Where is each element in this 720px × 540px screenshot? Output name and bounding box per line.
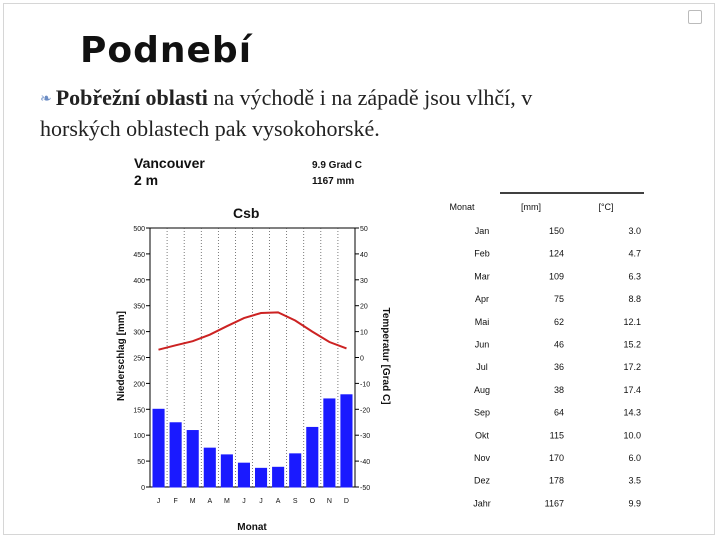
bullet-text-part-2: horských oblastech pak vysokohorské. [40, 116, 380, 141]
table-cell-temp: 9.9 [628, 498, 641, 509]
y-left-tick-label: 0 [141, 485, 145, 492]
climate-classification: Csb [233, 205, 260, 221]
plot-area [133, 226, 370, 505]
table-header-temp: [°C] [598, 202, 614, 212]
precipitation-bar [324, 399, 335, 487]
x-tick-label: S [292, 498, 298, 505]
table-cell-precip: 170 [548, 453, 564, 463]
y-right-tick-label: -30 [360, 433, 371, 441]
y-right-tick-label: 40 [360, 251, 368, 259]
y-left-tick-label: 200 [133, 381, 145, 389]
table-cell-precip: 36 [553, 362, 564, 373]
leaf-bullet-icon: ❧ [40, 92, 52, 107]
y-right-tick-label: -50 [360, 485, 371, 492]
y-right-tick-label: 10 [360, 329, 368, 337]
mean-temperature: 9.9 Grad C [312, 160, 363, 171]
table-header-month: Monat [449, 202, 475, 212]
table-cell-temp: 10.0 [623, 430, 641, 441]
table-cell-month: Aug [473, 384, 491, 395]
x-tick-label: M [223, 498, 230, 505]
climate-data-table [449, 193, 644, 508]
y-left-tick-label: 300 [133, 329, 145, 337]
table-header-precip: [mm] [521, 202, 541, 212]
table-cell-month: Apr [474, 294, 490, 305]
x-tick-label: M [189, 498, 196, 505]
table-cell-temp: 14.3 [623, 407, 641, 418]
table-cell-temp: 6.3 [628, 271, 641, 282]
table-cell-precip: 62 [553, 316, 564, 327]
annual-precipitation: 1167 mm [312, 176, 355, 187]
table-cell-month: Okt [474, 430, 490, 441]
y-left-tick-label: 150 [133, 407, 145, 415]
x-axis-label: Monat [237, 522, 267, 533]
precipitation-bar [153, 409, 164, 487]
y-left-tick-label: 250 [133, 355, 145, 363]
y-right-tick-label: 20 [360, 303, 368, 311]
table-cell-temp: 4.7 [628, 248, 641, 259]
table-cell-month: Mai [474, 316, 490, 327]
x-tick-label: J [156, 498, 161, 505]
temperature-line [159, 312, 347, 349]
precipitation-bar [221, 455, 232, 487]
y-right-tick-label: 0 [360, 355, 364, 363]
x-tick-label: F [173, 498, 178, 505]
y-left-tick-label: 50 [137, 459, 145, 467]
precipitation-bar [187, 431, 198, 487]
y-left-tick-label: 100 [133, 433, 145, 441]
y-axis-left-label: Niederschlag [mm] [116, 310, 127, 402]
precipitation-bar [170, 423, 181, 487]
table-cell-month: Sep [473, 407, 491, 418]
precipitation-bar [238, 463, 249, 487]
table-cell-precip: 1167 [544, 498, 564, 509]
precipitation-bar [290, 454, 301, 487]
precipitation-bar [341, 395, 352, 487]
precipitation-bar [273, 467, 284, 487]
table-cell-temp: 8.8 [628, 294, 641, 305]
table-cell-temp: 17.2 [623, 362, 641, 373]
y-left-tick-label: 350 [133, 303, 145, 311]
table-cell-month: Feb [474, 248, 490, 259]
slide-title: Podnebí [80, 30, 253, 71]
y-left-tick-label: 450 [133, 251, 145, 259]
precipitation-bar [256, 468, 267, 487]
table-cell-precip: 124 [548, 248, 564, 259]
x-tick-label: A [207, 498, 213, 505]
bullet-bold-text: Pobřežní oblasti [55, 85, 208, 110]
bullet-text-part-1: na východě i na západě jsou vlhčí, v [207, 85, 533, 110]
y-left-tick-label: 400 [133, 277, 145, 285]
table-cell-month: Jan [474, 226, 490, 236]
table-cell-temp: 3.0 [628, 226, 641, 236]
table-cell-month: Jahr [473, 498, 491, 509]
y-axis-right-label: Temperatur [Grad C] [380, 307, 391, 405]
table-cell-temp: 17.4 [623, 384, 641, 395]
y-right-tick-label: -10 [360, 381, 371, 389]
y-right-tick-label: -40 [360, 459, 371, 467]
table-cell-precip: 75 [553, 294, 564, 305]
table-cell-temp: 6.0 [628, 453, 641, 463]
table-cell-month: Jun [474, 339, 490, 350]
table-cell-precip: 109 [548, 271, 564, 282]
table-cell-precip: 178 [548, 475, 564, 486]
table-cell-month: Dez [473, 475, 491, 486]
table-cell-precip: 38 [553, 384, 564, 395]
table-cell-temp: 3.5 [628, 475, 641, 486]
table-cell-precip: 150 [548, 226, 564, 236]
x-tick-label: J [259, 498, 263, 505]
table-cell-temp: 15.2 [623, 339, 641, 350]
station-name: Vancouver [134, 155, 205, 171]
table-cell-precip: 64 [553, 407, 564, 418]
table-cell-temp: 12.1 [623, 316, 641, 327]
table-cell-precip: 115 [549, 430, 564, 441]
y-right-tick-label: 30 [360, 277, 368, 285]
x-tick-label: A [275, 498, 281, 505]
precipitation-bar [307, 427, 318, 487]
station-altitude: 2 m [134, 172, 159, 188]
y-right-tick-label: -20 [360, 407, 371, 415]
table-cell-month: Mar [474, 271, 490, 282]
x-tick-label: J [242, 498, 246, 505]
table-cell-precip: 46 [553, 339, 564, 350]
precipitation-bar [204, 448, 215, 487]
y-right-tick-label: 50 [360, 226, 368, 233]
x-tick-label: D [343, 498, 349, 505]
table-cell-month: Nov [473, 453, 491, 463]
y-left-tick-label: 500 [133, 226, 145, 233]
table-cell-month: Jul [476, 362, 488, 373]
x-tick-label: N [326, 498, 332, 505]
x-tick-label: O [309, 498, 316, 505]
